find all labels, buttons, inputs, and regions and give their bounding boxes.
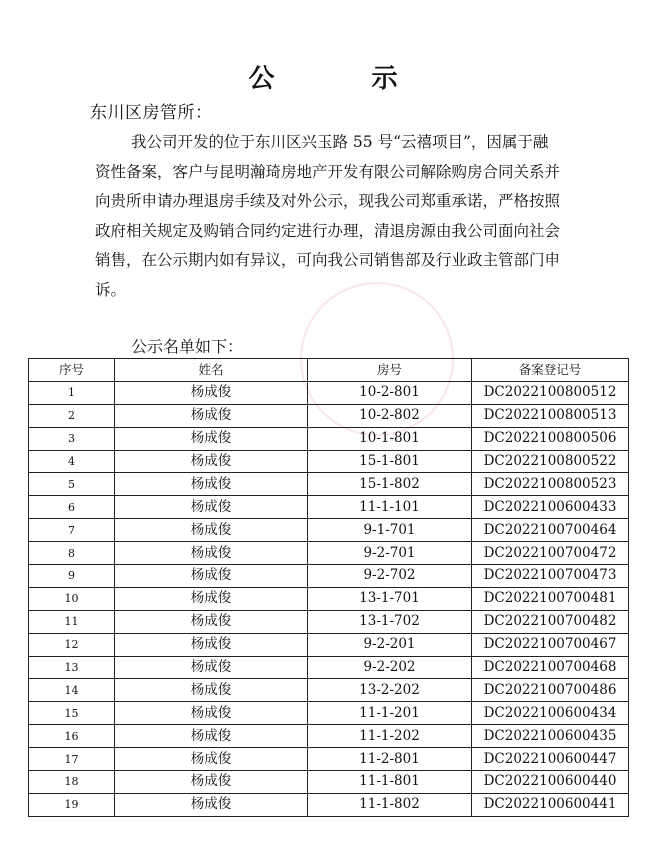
- table-row: [29, 496, 629, 519]
- cell-serial: 19: [29, 793, 115, 816]
- cell-room: 11-1-802: [308, 793, 472, 816]
- header-name: 姓名: [115, 359, 308, 382]
- cell-name: 杨成俊: [115, 404, 308, 427]
- table-row: [29, 633, 629, 656]
- cell-room: 13-2-202: [308, 679, 472, 702]
- body-line: 销售，在公示期内如有异议，可向我公司销售部及行业政主管部门申: [95, 251, 561, 269]
- cell-serial: 16: [29, 725, 115, 748]
- addressee: 东川区房管所：: [90, 103, 213, 123]
- cell-serial: 9: [29, 565, 115, 588]
- table-row: [29, 656, 629, 679]
- cell-room: 9-2-201: [308, 633, 472, 656]
- cell-serial: 12: [29, 633, 115, 656]
- cell-serial: 8: [29, 542, 115, 565]
- cell-name: 杨成俊: [115, 656, 308, 679]
- body-line: 资性备案，客户与昆明瀚琦房地产开发有限公司解除购房合同关系并: [95, 162, 561, 181]
- cell-serial: 18: [29, 771, 115, 794]
- cell-serial: 4: [29, 450, 115, 473]
- header-serial: 序号: [29, 359, 115, 382]
- cell-serial: 17: [29, 748, 115, 771]
- cell-room: 13-1-701: [308, 587, 472, 610]
- cell-registration: DC2022100800512: [472, 381, 629, 404]
- cell-room: 10-2-801: [308, 381, 472, 404]
- table-row: [29, 542, 629, 565]
- cell-registration: DC2022100600435: [472, 725, 629, 748]
- cell-name: 杨成俊: [115, 702, 308, 725]
- cell-registration: DC2022100800513: [472, 404, 629, 427]
- header-registration: 备案登记号: [472, 359, 629, 382]
- cell-room: 11-1-202: [308, 725, 472, 748]
- cell-registration: DC2022100800523: [472, 473, 629, 496]
- cell-name: 杨成俊: [115, 725, 308, 748]
- cell-registration: DC2022100800522: [472, 450, 629, 473]
- body-line: 我公司开发的位于东川区兴玉路 55 号“云禧项目”，因属于融: [131, 133, 549, 151]
- body-line: 政府相关规定及购销合同约定进行办理，清退房源由我公司面向社会: [95, 221, 561, 240]
- cell-room: 10-1-801: [308, 427, 472, 450]
- body-line: 向贵所申请办理退房手续及对外公示，现我公司郑重承诺，严格按照: [95, 192, 561, 210]
- document-title: 公 示: [248, 64, 442, 94]
- cell-name: 杨成俊: [115, 565, 308, 588]
- cell-room: 9-2-202: [308, 656, 472, 679]
- cell-registration: DC2022100600433: [472, 496, 629, 519]
- list-intro: 公示名单如下：: [131, 337, 244, 356]
- table-row: [29, 381, 629, 404]
- notice-table: [28, 358, 629, 817]
- cell-room: 9-2-701: [308, 542, 472, 565]
- table-row: [29, 404, 629, 427]
- cell-serial: 15: [29, 702, 115, 725]
- cell-registration: DC2022100600434: [472, 702, 629, 725]
- cell-room: 10-2-802: [308, 404, 472, 427]
- cell-serial: 14: [29, 679, 115, 702]
- cell-registration: DC2022100700473: [472, 565, 629, 588]
- cell-serial: 5: [29, 473, 115, 496]
- cell-room: 11-1-801: [308, 771, 472, 794]
- notice-body: [95, 128, 580, 305]
- cell-registration: DC2022100600441: [472, 793, 629, 816]
- cell-registration: DC2022100700464: [472, 519, 629, 542]
- cell-name: 杨成俊: [115, 473, 308, 496]
- cell-name: 杨成俊: [115, 519, 308, 542]
- cell-registration: DC2022100800506: [472, 427, 629, 450]
- cell-name: 杨成俊: [115, 587, 308, 610]
- cell-registration: DC2022100700481: [472, 587, 629, 610]
- table-row: [29, 610, 629, 633]
- cell-serial: 3: [29, 427, 115, 450]
- table-row: [29, 748, 629, 771]
- cell-name: 杨成俊: [115, 793, 308, 816]
- body-line: 诉。: [95, 280, 127, 299]
- cell-serial: 7: [29, 519, 115, 542]
- cell-name: 杨成俊: [115, 381, 308, 404]
- table-row: [29, 793, 629, 816]
- table-row: [29, 771, 629, 794]
- cell-serial: 2: [29, 404, 115, 427]
- cell-room: 15-1-802: [308, 473, 472, 496]
- cell-name: 杨成俊: [115, 427, 308, 450]
- cell-room: 9-2-702: [308, 565, 472, 588]
- table-row: [29, 473, 629, 496]
- cell-registration: DC2022100700482: [472, 610, 629, 633]
- cell-room: 11-1-101: [308, 496, 472, 519]
- cell-registration: DC2022100700467: [472, 633, 629, 656]
- cell-registration: DC2022100600440: [472, 771, 629, 794]
- cell-serial: 11: [29, 610, 115, 633]
- table-row: [29, 450, 629, 473]
- header-room: 房号: [308, 359, 472, 382]
- cell-room: 15-1-801: [308, 450, 472, 473]
- cell-room: 11-2-801: [308, 748, 472, 771]
- cell-registration: DC2022100700468: [472, 656, 629, 679]
- cell-room: 11-1-201: [308, 702, 472, 725]
- table-row: [29, 679, 629, 702]
- table-header-row: [29, 359, 629, 382]
- cell-serial: 1: [29, 381, 115, 404]
- cell-registration: DC2022100700472: [472, 542, 629, 565]
- cell-name: 杨成俊: [115, 610, 308, 633]
- cell-name: 杨成俊: [115, 748, 308, 771]
- table-row: [29, 587, 629, 610]
- table-body: [29, 381, 629, 816]
- cell-name: 杨成俊: [115, 633, 308, 656]
- cell-serial: 13: [29, 656, 115, 679]
- cell-name: 杨成俊: [115, 679, 308, 702]
- cell-serial: 10: [29, 587, 115, 610]
- cell-name: 杨成俊: [115, 542, 308, 565]
- cell-name: 杨成俊: [115, 771, 308, 794]
- table-row: [29, 519, 629, 542]
- cell-name: 杨成俊: [115, 450, 308, 473]
- cell-registration: DC2022100600447: [472, 748, 629, 771]
- table-row: [29, 565, 629, 588]
- cell-serial: 6: [29, 496, 115, 519]
- table-row: [29, 725, 629, 748]
- cell-room: 9-1-701: [308, 519, 472, 542]
- cell-name: 杨成俊: [115, 496, 308, 519]
- cell-registration: DC2022100700486: [472, 679, 629, 702]
- cell-room: 13-1-702: [308, 610, 472, 633]
- table-row: [29, 702, 629, 725]
- table-row: [29, 427, 629, 450]
